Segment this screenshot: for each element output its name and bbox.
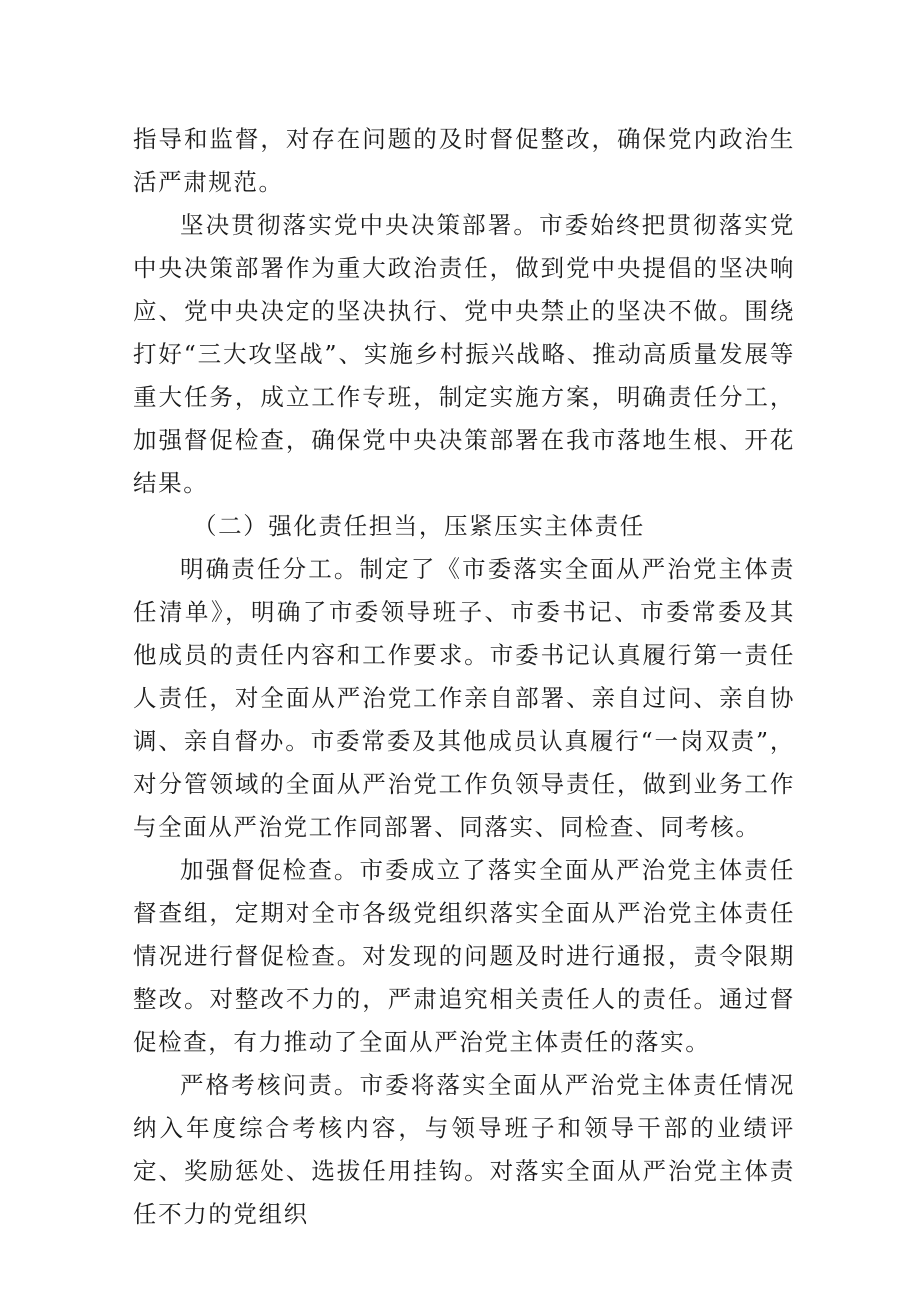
- paragraph-assessment-accountability: 严格考核问责。市委将落实全面从严治党主体责任情况纳入年度综合考核内容，与领导班子和领导干部的业绩评定、奖励惩处、选拔任用挂钩。对落实全面从严治党主体责任不力的党组织: [133, 1071, 795, 1228]
- document-page: [133, 118, 795, 1236]
- paragraph-supervision-inspection: 加强督促检查。市委成立了落实全面从严治党主体责任督查组，定期对全市各级党组织落实全面从严治党主体责任情况进行督促检查。对发现的问题及时进行通报，责令限期整改。对整改不力的，严肃追究相关责任人的责任。通过督促检查，有力推动了全面从严治党主体责任的落实。: [133, 856, 795, 1056]
- paragraph-clarify-responsibility: 明确责任分工。制定了《市委落实全面从严治党主体责任清单》，明确了市委领导班子、市委书记、市委常委及其他成员的责任内容和工作要求。市委书记认真履行第一责任人责任，对全面从严治党工作亲自部署、亲自过问、亲自协调、亲自督办。市委常委及其他成员认真履行“一岗双责”，对分管领域的全面从严治党工作负领导责任，做到业务工作与全面从严治党工作同部署、同落实、同检查、同考核。: [133, 555, 795, 841]
- paragraph-implement-decisions: 坚决贯彻落实党中央决策部署。市委始终把贯彻落实党中央决策部署作为重大政治责任，做到党中央提倡的坚决响应、党中央决定的坚决执行、党中央禁止的坚决不做。围绕打好“三大攻坚战”、实施乡村振兴战略、推动高质量发展等重大任务，成立工作专班，制定实施方案，明确责任分工，加强督促检查，确保党中央决策部署在我市落地生根、开花结果。: [133, 211, 795, 497]
- paragraph-continuation: 指导和监督，对存在问题的及时督促整改，确保党内政治生活严肃规范。: [133, 125, 795, 196]
- section-heading: （二）强化责任担当，压紧压实主体责任: [193, 512, 645, 540]
